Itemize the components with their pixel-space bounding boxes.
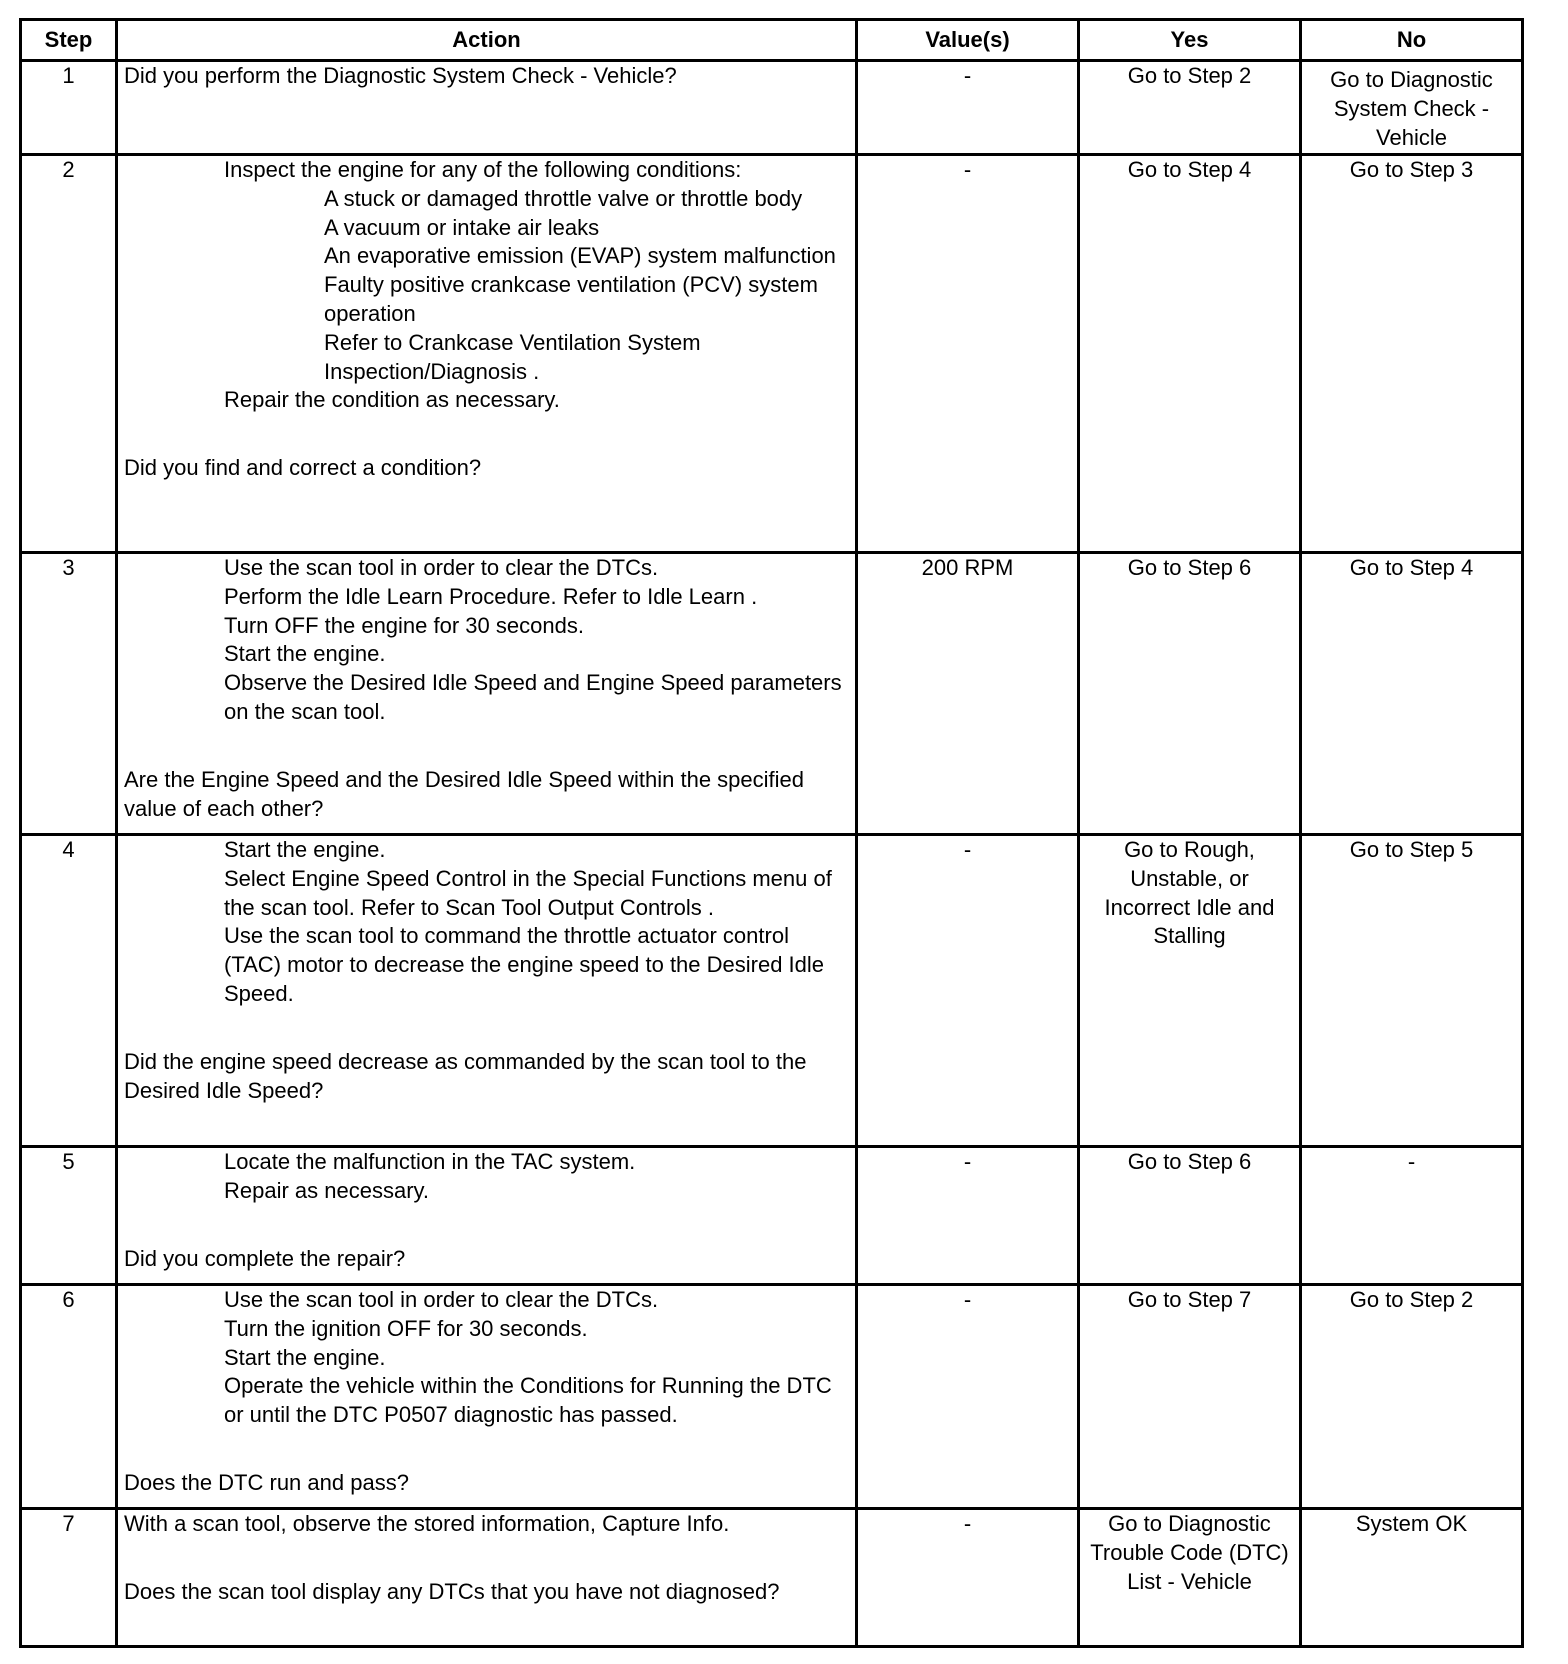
step-number: 4 <box>21 835 117 1147</box>
header-row <box>21 20 1523 61</box>
table-row <box>21 1509 1523 1647</box>
yes-cell: Go to Diagnostic Trouble Code (DTC) List - Vehicle <box>1079 1509 1301 1647</box>
action-cell <box>117 1509 857 1647</box>
no-cell: Go to Step 2 <box>1301 1285 1523 1509</box>
action-line: A stuck or damaged throttle valve or throttle body <box>324 185 803 211</box>
table-row <box>21 155 1523 553</box>
action-line: Use the scan tool in order to clear the DTCs. <box>224 1287 659 1312</box>
table-row <box>21 1147 1523 1285</box>
yes-cell: Go to Step 6 <box>1079 1147 1301 1285</box>
value-cell: - <box>857 1285 1079 1509</box>
action-line: A vacuum or intake air leaks <box>324 214 600 240</box>
action-line: Start the engine. <box>224 837 386 862</box>
yes-cell: Go to Rough, Unstable, or Incorrect Idle and Stalling <box>1079 835 1301 1147</box>
no-cell: Go to Step 4 <box>1301 553 1523 835</box>
value-cell: 200 RPM <box>857 553 1079 835</box>
table-row <box>21 1285 1523 1509</box>
step-number: 6 <box>21 1285 117 1509</box>
header-no: No <box>1301 20 1523 61</box>
action-question: Does the scan tool display any DTCs that you have not diagnosed? <box>124 1578 780 1604</box>
step-number: 2 <box>21 155 117 553</box>
action-line: Perform the Idle Learn Procedure. Refer to Idle Learn . <box>224 583 758 609</box>
header-values: Value(s) <box>857 20 1079 61</box>
yes-cell: Go to Step 4 <box>1079 155 1301 553</box>
action-question: Are the Engine Speed and the Desired Idle Speed within the specified value of each other? <box>124 766 805 821</box>
value-cell: - <box>857 61 1079 155</box>
action-line: Start the engine. <box>224 1344 386 1370</box>
step-number: 7 <box>21 1509 117 1647</box>
action-question: Did you find and correct a condition? <box>124 455 482 481</box>
action-line: Refer to Crankcase Ventilation System Inspection/Diagnosis . <box>324 329 701 384</box>
action-line: Inspect the engine for any of the following conditions: <box>224 157 742 182</box>
action-line: Repair as necessary. <box>224 1177 430 1203</box>
action-line: Locate the malfunction in the TAC system. <box>224 1149 636 1174</box>
header-yes: Yes <box>1079 20 1301 61</box>
no-cell: Go to Diagnostic System Check - Vehicle <box>1301 61 1523 155</box>
header-step: Step <box>21 20 117 61</box>
no-cell: System OK <box>1301 1509 1523 1647</box>
value-cell: - <box>857 155 1079 553</box>
action-line: Faulty positive crankcase ventilation (PCV) system operation <box>324 272 818 326</box>
yes-cell: Go to Step 7 <box>1079 1285 1301 1509</box>
no-cell: Go to Step 3 <box>1301 155 1523 553</box>
action-line: Turn the ignition OFF for 30 seconds. <box>224 1315 588 1341</box>
header-action: Action <box>117 20 857 61</box>
action-line: Repair the condition as necessary. <box>224 387 560 413</box>
value-cell: - <box>857 1147 1079 1285</box>
yes-cell: Go to Step 2 <box>1079 61 1301 155</box>
action-cell <box>117 835 857 1147</box>
action-line: Use the scan tool to command the throttle actuator control (TAC) motor to decrease the engine speed to the Desired Idle Speed. <box>224 923 825 1006</box>
diagnostic-table-container <box>19 18 1524 1648</box>
action-cell <box>117 1147 857 1285</box>
action-question: Did the engine speed decrease as commanded by the scan tool to the Desired Idle Speed? <box>124 1048 807 1103</box>
action-cell <box>117 155 857 553</box>
action-line: Turn OFF the engine for 30 seconds. <box>224 612 584 638</box>
diagnostic-table <box>19 18 1524 1648</box>
no-cell: - <box>1301 1147 1523 1285</box>
action-line: An evaporative emission (EVAP) system malfunction <box>324 243 836 269</box>
action-cell <box>117 1285 857 1509</box>
table-row <box>21 553 1523 835</box>
action-line: With a scan tool, observe the stored information, Capture Info. <box>124 1511 730 1536</box>
table-row <box>21 61 1523 155</box>
action-question: Did you complete the repair? <box>124 1245 406 1271</box>
action-line: Use the scan tool in order to clear the DTCs. <box>224 555 659 580</box>
action-line: Select Engine Speed Control in the Special Functions menu of the scan tool. Refer to Scan Tool Output Controls . <box>224 865 832 920</box>
action-cell <box>117 553 857 835</box>
action-question: Does the DTC run and pass? <box>124 1469 409 1495</box>
yes-cell: Go to Step 6 <box>1079 553 1301 835</box>
action-line: Operate the vehicle within the Conditions for Running the DTC or until the DTC P0507 diagnostic has passed. <box>224 1373 832 1428</box>
action-line: Start the engine. <box>224 641 386 667</box>
step-number: 3 <box>21 553 117 835</box>
action-cell <box>117 61 857 155</box>
action-question: Did you perform the Diagnostic System Check - Vehicle? <box>124 63 677 88</box>
step-number: 1 <box>21 61 117 155</box>
table-row <box>21 835 1523 1147</box>
no-cell: Go to Step 5 <box>1301 835 1523 1147</box>
action-line: Observe the Desired Idle Speed and Engine Speed parameters on the scan tool. <box>224 670 842 724</box>
step-number: 5 <box>21 1147 117 1285</box>
value-cell: - <box>857 835 1079 1147</box>
value-cell: - <box>857 1509 1079 1647</box>
